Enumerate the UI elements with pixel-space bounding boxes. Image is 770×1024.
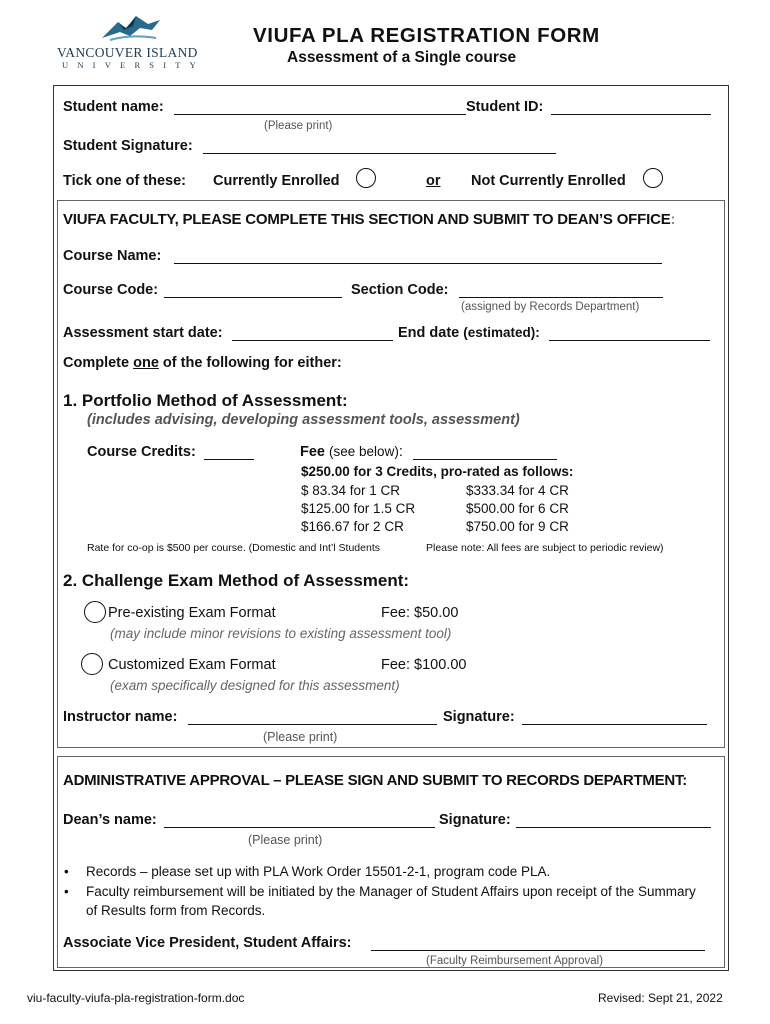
course-credits-label: Course Credits: — [87, 444, 196, 460]
tick-label: Tick one of these: — [63, 173, 187, 189]
bullet-item-reimbursement: • Faculty reimbursement will be initiated by the Manager of Student Affairs upon receipt of the Summary — [64, 884, 696, 899]
course-code-label: Course Code: — [63, 282, 159, 298]
start-date-label: Assessment start date: — [63, 325, 223, 341]
option-not-enrolled-label: Not Currently Enrolled — [471, 173, 626, 189]
rate-left-0: $ 83.34 for 1 CR — [301, 483, 401, 498]
customized-exam-label: Customized Exam Format — [108, 657, 276, 673]
customized-exam-radio[interactable] — [81, 653, 103, 675]
customized-exam-fee: Fee: $100.00 — [381, 657, 467, 673]
complete-one-instruction: Complete one of the following for either: — [63, 355, 342, 371]
instructor-name-label: Instructor name: — [63, 709, 178, 725]
student-signature-label: Student Signature: — [63, 138, 193, 154]
please-print-note: (Please print) — [264, 120, 333, 132]
course-credits-field[interactable] — [204, 446, 254, 460]
pre-existing-exam-note: (may include minor revisions to existing assessment tool) — [110, 626, 452, 641]
rate-left-2: $166.67 for 2 CR — [301, 519, 404, 534]
end-date-label: End date (estimated): — [398, 325, 540, 341]
pre-existing-exam-fee: Fee: $50.00 — [381, 605, 459, 621]
dean-name-field[interactable] — [164, 814, 435, 828]
option-currently-enrolled-label: Currently Enrolled — [213, 173, 340, 189]
fees-review-note: Please note: All fees are subject to periodic review) — [426, 542, 664, 554]
end-date-field[interactable] — [549, 327, 710, 341]
currently-enrolled-radio[interactable] — [356, 168, 376, 188]
or-text: or — [426, 173, 441, 189]
student-name-field[interactable] — [174, 101, 466, 115]
assigned-note: (assigned by Records Department) — [461, 301, 640, 313]
bullet-item-records: • Records – please set up with PLA Work Order 15501-2-1, program code PLA. — [64, 864, 551, 879]
admin-heading: ADMINISTRATIVE APPROVAL – PLEASE SIGN AND SUBMIT TO RECORDS DEPARTMENT: — [63, 772, 687, 789]
fee-label: Fee (see below): — [300, 444, 403, 460]
instructor-please-print: (Please print) — [263, 730, 338, 744]
instructor-signature-field[interactable] — [522, 711, 707, 725]
student-id-field[interactable] — [551, 101, 711, 115]
avp-field[interactable] — [371, 937, 705, 951]
instructor-name-field[interactable] — [188, 711, 437, 725]
avp-label: Associate Vice President, Student Affairs: — [63, 935, 352, 951]
faculty-heading: VIUFA FACULTY, PLEASE COMPLETE THIS SECTION AND SUBMIT TO DEAN’S OFFICE: — [63, 211, 676, 228]
dean-name-label: Dean’s name: — [63, 812, 157, 828]
dean-signature-field[interactable] — [516, 814, 711, 828]
footer-filename: viu-faculty-viufa-pla-registration-form.doc — [27, 991, 245, 1005]
rate-right-1: $500.00 for 6 CR — [466, 501, 569, 516]
instructor-signature-label: Signature: — [443, 709, 515, 725]
customized-exam-note: (exam specifically designed for this assessment) — [110, 678, 400, 693]
section-code-label: Section Code: — [351, 282, 449, 298]
course-name-label: Course Name: — [63, 248, 162, 264]
student-signature-field[interactable] — [203, 140, 556, 154]
coop-note: Rate for co-op is $500 per course. (Domestic and Int’l Students — [87, 542, 380, 554]
portfolio-note: (includes advising, developing assessment tools, assessment) — [87, 412, 520, 428]
not-enrolled-radio[interactable] — [643, 168, 663, 188]
student-id-label: Student ID: — [466, 99, 544, 115]
challenge-heading: 2. Challenge Exam Method of Assessment: — [63, 571, 410, 590]
section-code-field[interactable] — [459, 284, 663, 298]
form-subtitle: Assessment of a Single course — [287, 49, 517, 66]
rate-heading: $250.00 for 3 Credits, pro-rated as follows: — [301, 464, 574, 479]
logo-mountain-icon — [100, 12, 162, 42]
course-name-field[interactable] — [174, 250, 662, 264]
bullet-item-reimbursement-cont: of Results form from Records. — [86, 903, 266, 918]
form-title: VIUFA PLA REGISTRATION FORM — [253, 24, 600, 47]
bullet-icon: • — [64, 864, 69, 879]
dean-please-print: (Please print) — [248, 833, 323, 847]
pre-existing-exam-radio[interactable] — [84, 601, 106, 623]
rate-left-1: $125.00 for 1.5 CR — [301, 501, 416, 516]
fee-field[interactable] — [413, 446, 557, 460]
avp-note: (Faculty Reimbursement Approval) — [426, 955, 604, 967]
bullet-icon: • — [64, 884, 69, 899]
course-code-field[interactable] — [164, 284, 342, 298]
portfolio-heading: 1. Portfolio Method of Assessment: — [63, 391, 348, 410]
footer-revised: Revised: Sept 21, 2022 — [598, 991, 723, 1005]
rate-right-2: $750.00 for 9 CR — [466, 519, 569, 534]
logo-name: VANCOUVER ISLAND — [57, 45, 198, 60]
start-date-field[interactable] — [232, 327, 393, 341]
dean-signature-label: Signature: — [439, 812, 511, 828]
pre-existing-exam-label: Pre-existing Exam Format — [108, 605, 276, 621]
student-name-label: Student name: — [63, 99, 164, 115]
rate-right-0: $333.34 for 4 CR — [466, 483, 569, 498]
logo-sub: UNIVERSITY — [62, 60, 205, 70]
